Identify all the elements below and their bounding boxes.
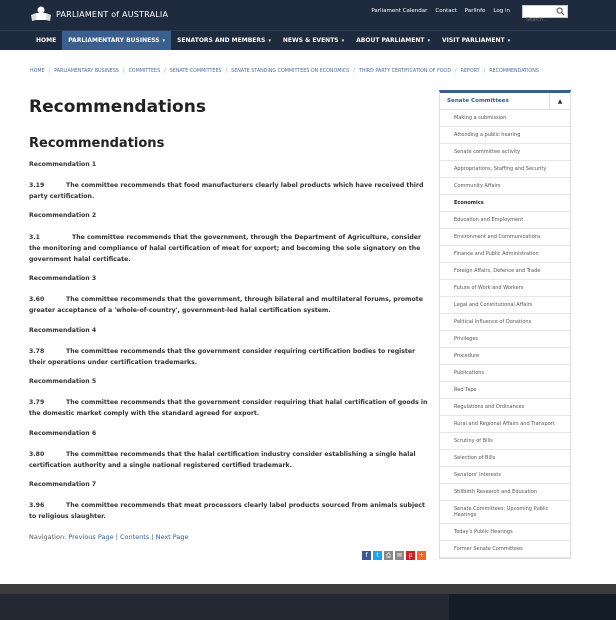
pager-separator: | [115,533,118,541]
share-bar [362,551,426,560]
recommendation-heading: Recommendation 2 [29,212,97,219]
breadcrumb-separator: / [225,69,228,74]
main-navigation [0,30,616,50]
utility-links [371,8,510,14]
breadcrumb-separator: / [455,69,457,74]
collapse-up-icon[interactable]: ▲ [549,93,570,109]
breadcrumb-item-home[interactable]: HOME [30,69,45,74]
recommendation-text: The committee recommends that the government, through the Department of Agriculture, consider the monitoring and compliance of halal certification of meat for export; and becoming the sole signatory on the government halal certificate. [29,234,422,263]
search-input[interactable] [523,15,563,26]
sidebar-item-environment-and-communications[interactable]: Environment and Communications [440,229,570,246]
sidebar-item-foreign-affairs-defence-and-trade[interactable]: Foreign Affairs, Defence and Trade [440,263,570,280]
next-page-link[interactable]: Next Page [155,533,189,541]
recommendation-paragraph [29,449,431,471]
sidebar-item-attending-a-public-hearing[interactable]: Attending a public hearing [440,127,570,144]
sidebar-item-former-senate-committees[interactable]: Former Senate Committees [440,541,570,558]
sidebar-title: Senate Committees [447,98,509,104]
previous-page-link[interactable]: Previous Page [68,533,114,541]
link-parliament-calendar[interactable]: Parliament Calendar [371,8,428,14]
recommendation-paragraph [29,232,431,265]
breadcrumb-separator: / [353,69,355,74]
sidebar-item-political-influence-of-donations[interactable]: Political Influence of Donations [440,314,570,331]
sidebar-item-senate-committee-activity[interactable]: Senate committee activity [440,144,570,161]
recommendation-number: 3.1 [29,234,40,241]
sidebar-item-today-s-public-hearings[interactable]: Today's Public Hearings [440,524,570,541]
recommendation-paragraph [29,397,431,419]
recommendation-text: The committee recommends that the government consider requiring that halal certification of goods in the domestic market comply with the standard agreed for export. [29,399,428,417]
twitter-icon[interactable]: t [373,551,382,560]
nav-item-about-parliament[interactable] [350,31,436,50]
recommendation-text: The committee recommends that meat processors clearly label products sourced from animals subject to religious slaughter. [29,502,425,520]
pinterest-icon[interactable]: p [406,551,415,560]
chevron-down-icon: ▾ [268,38,271,44]
nav-item-label: PARLIAMENTARY BUSINESS [68,37,160,44]
sidebar-item-economics[interactable]: Economics [440,195,570,212]
recommendation-heading: Recommendation 4 [29,327,97,334]
recommendation-text: The committee recommends that the halal certification industry consider establishing a single halal certification authority and a single national registered certified trademark. [29,451,416,469]
facebook-icon[interactable]: f [362,551,371,560]
recommendation-number: 3.80 [29,451,45,458]
chevron-down-icon: ▾ [162,38,166,44]
sidebar-item-selection-of-bills[interactable]: Selection of Bills [440,450,570,467]
link-log-in[interactable]: Log in [493,8,510,14]
top-header [0,0,616,30]
search-icon[interactable] [556,7,565,16]
sidebar-item-legal-and-constitutional-affairs[interactable]: Legal and Constitutional Affairs [440,297,570,314]
nav-item-label: NEWS & EVENTS [282,37,339,44]
sidebar-item-procedure[interactable]: Procedure [440,348,570,365]
recommendation-heading: Recommendation 1 [29,161,97,168]
page-navigation [29,533,189,541]
recommendation-heading: Recommendation 5 [29,378,97,385]
sidebar-item-regulations-and-ordinances[interactable]: Regulations and Ordinances [440,399,570,416]
recommendation-paragraph [29,294,431,316]
print-icon[interactable]: ⎙ [384,551,393,560]
sidebar-item-red-tape[interactable]: Red Tape [440,382,570,399]
contents-link[interactable]: Contents [119,533,150,541]
recommendation-number: 3.60 [29,296,45,303]
breadcrumb-separator: / [48,69,51,74]
recommendation-heading: Recommendation 3 [29,275,97,282]
nav-item-label: HOME [36,37,57,44]
sidebar-item-future-of-work-and-workers[interactable]: Future of Work and Workers [440,280,570,297]
more-icon[interactable]: + [418,552,425,559]
breadcrumb-item-third-party-certification-of-food[interactable]: THIRD PARTY CERTIFICATION OF FOOD [358,69,452,74]
sidebar-item-publications[interactable]: Publications [440,365,570,382]
page-title: Recommendations [29,97,206,117]
sidebar-item-privileges[interactable]: Privileges [440,331,570,348]
sidebar-item-scrutiny-of-bills[interactable]: Scrutiny of Bills [440,433,570,450]
nav-item-label: SENATORS AND MEMBERS [177,37,266,44]
parliament-logo[interactable] [30,5,168,23]
email-icon[interactable]: ✉ [396,552,403,559]
breadcrumb [30,67,550,76]
section-title: Recommendations [29,136,165,151]
breadcrumb-item-committees[interactable]: COMMITTEES [128,69,161,74]
recommendation-heading: Recommendation 6 [29,430,97,437]
recommendation-number: 3.19 [29,182,45,189]
sidebar-header[interactable] [440,93,570,110]
link-parlinfo[interactable]: ParlInfo [464,8,486,14]
recommendation-text: The committee recommends that the government consider requiring certification bodies to register their operations under certification trademarks. [29,348,416,366]
breadcrumb-item-recommendations: RECOMMENDATIONS [489,69,539,74]
breadcrumb-separator: / [122,69,125,74]
link-contact[interactable]: Contact [435,8,457,14]
recommendation-number: 3.79 [29,399,45,406]
recommendation-number: 3.78 [29,348,45,355]
nav-item-visit-parliament[interactable] [436,31,516,50]
sidebar-item-finance-and-public-administration[interactable]: Finance and Public Administration [440,246,570,263]
breadcrumb-item-senate-standing-committees-on-economics[interactable]: SENATE STANDING COMMITTEES ON ECONOMICS [231,69,350,74]
recommendation-text: The committee recommends that the government, through bilateral and multilateral forums, promote greater acceptance of a 'whole-of-country', government-led halal certification system. [29,296,423,314]
breadcrumb-item-senate-committees[interactable]: SENATE COMMITTEES [169,69,222,74]
footer-panel [449,594,616,620]
chevron-down-icon: ▾ [427,38,431,44]
senate-committees-sidebar [439,90,571,559]
coat-of-arms-icon [30,5,52,23]
sidebar-item-appropriations-staffing-and-security[interactable]: Appropriations, Staffing and Security [440,161,570,178]
recommendation-text: The committee recommends that food manufacturers clearly label products which have received third party certification. [29,182,424,200]
nav-item-news-events[interactable] [277,31,350,50]
breadcrumb-separator: / [483,69,486,74]
recommendation-number: 3.96 [29,502,45,509]
sidebar-item-senators-interests[interactable]: Senators' Interests [440,467,570,484]
recommendation-paragraph [29,500,431,522]
chevron-down-icon: ▾ [341,38,345,44]
navigation-label: Navigation: [29,533,67,541]
nav-item-parliamentary-business[interactable] [62,31,171,50]
sidebar-item-education-and-employment[interactable]: Education and Employment [440,212,570,229]
sidebar-item-making-a-submission[interactable]: Making a submission [440,110,570,127]
logo-text: PARLIAMENT of AUSTRALIA [56,9,169,19]
search-box [522,5,568,18]
footer-band [0,584,616,594]
pager-separator: | [151,533,154,541]
recommendation-paragraph [29,346,431,368]
nav-item-label: VISIT PARLIAMENT [442,37,505,44]
sidebar-item-rural-and-regional-affairs-and-transport[interactable]: Rural and Regional Affairs and Transport [440,416,570,433]
breadcrumb-item-parliamentary-business[interactable]: PARLIAMENTARY BUSINESS [54,69,119,74]
recommendation-paragraph [29,180,431,202]
nav-item-label: ABOUT PARLIAMENT [356,37,425,44]
breadcrumb-item-report[interactable]: REPORT [460,69,480,74]
sidebar-item-stillbirth-research-and-education[interactable]: Stillbirth Research and Education [440,484,570,501]
sidebar-item-senate-committees-upcoming-public-hearings[interactable]: Senate Committees: Upcoming Public Hearings [440,501,570,524]
chevron-down-icon: ▾ [507,38,511,44]
recommendation-heading: Recommendation 7 [29,481,97,488]
breadcrumb-separator: / [164,69,166,74]
nav-item-home[interactable] [30,31,62,50]
nav-item-senators-and-members[interactable] [171,31,277,50]
sidebar-item-community-affairs[interactable]: Community Affairs [440,178,570,195]
